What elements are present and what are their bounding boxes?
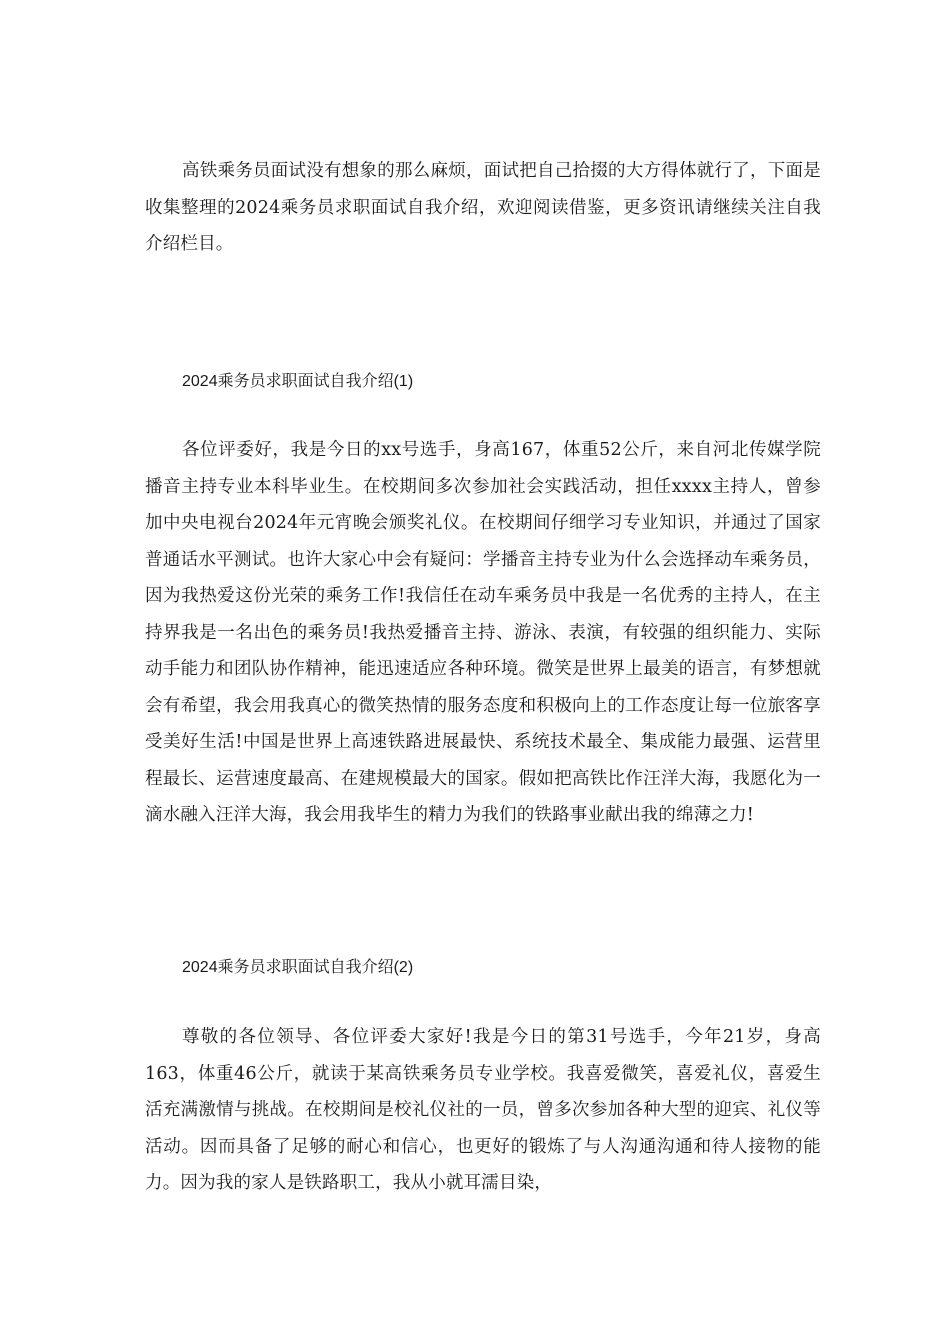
section-heading-2: 2024乘务员求职面试自我介绍(2) bbox=[182, 959, 414, 976]
section-body-2: 尊敬的各位领导、各位评委大家好!我是今日的第31号选手，今年21岁，身高163，体重46公斤，就读于某高铁乘务员专业学校。我喜爱微笑，喜爱礼仪，喜爱生活充满激情与挑战。在校期间是校礼仪社的一员，曾多次参加各种大型的迎宾、礼仪等活动。因而具备了足够的耐心和信心，也更好的锻炼了与人沟通沟通和待人接物的能力。因为我的家人是铁路职工，我从小就耳濡目染， bbox=[145, 1027, 821, 1193]
intro-paragraph: 高铁乘务员面试没有想象的那么麻烦，面试把自己拾掇的大方得体就行了，下面是收集整理的2024乘务员求职面试自我介绍，欢迎阅读借鉴，更多资讯请继续关注自我介绍栏目。 bbox=[145, 161, 821, 254]
section-body-1: 各位评委好，我是今日的xx号选手，身高167，体重52公斤，来自河北传媒学院播音主持专业本科毕业生。在校期间多次参加社会实践活动，担任xxxx主持人，曾参加中央电视台2024年元宵晚会颁奖礼仪。在校期间仔细学习专业知识，并通过了国家普通话水平测试。也许大家心中会有疑问：学播音主持专业为什么会选择动车乘务员，因为我热爱这份光荣的乘务工作!我信任在动车乘务员中我是一名优秀的主持人，在主持界我是一名出色的乘务员!我热爱播音主持、游泳、表演，有较强的组织能力、实际动手能力和团队协作精神，能迅速适应各种环境。微笑是世界上最美的语言，有梦想就会有希望，我会用我真心的微笑热情的服务态度和积极向上的工作态度让每一位旅客享受美好生活!中国是世界上高速铁路进展最快、系统技术最全、集成能力最强、运营里程最长、运营速度最高、在建规模最大的国家。假如把高铁比作汪洋大海，我愿化为一滴水融入汪洋大海，我会用我毕生的精力为我们的铁路事业献出我的绵薄之力! bbox=[145, 440, 821, 825]
section-heading-1: 2024乘务员求职面试自我介绍(1) bbox=[182, 373, 414, 390]
